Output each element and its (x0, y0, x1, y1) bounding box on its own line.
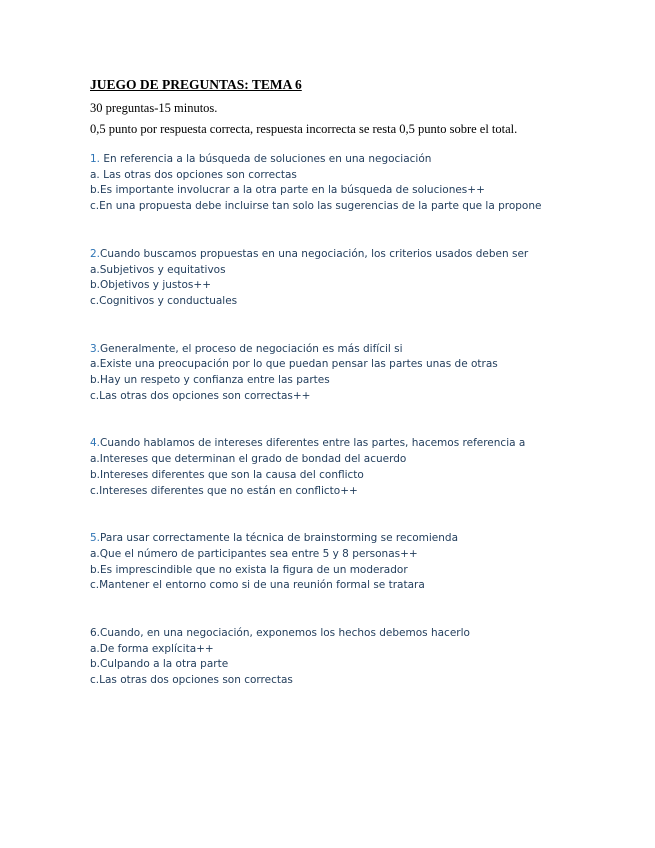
option-b: b.Culpando a la otra parte (90, 658, 229, 671)
question-stem: Cuando buscamos propuestas en una negociación, los criterios usados deben ser (100, 247, 529, 260)
option-b: b.Objetivos y justos++ (90, 279, 211, 292)
question-list (90, 152, 630, 689)
option-b: b.Es imprescindible que no exista la figura de un moderador (90, 563, 408, 576)
document-title: JUEGO DE PREGUNTAS: TEMA 6 (90, 77, 302, 92)
option-c: c.Cognitivos y conductuales (90, 294, 238, 307)
question-stem: Cuando, en una negociación, exponemos los hechos debemos hacerlo (100, 627, 470, 640)
option-c: c.Intereses diferentes que no están en conflicto++ (90, 484, 358, 497)
option-a: a.Intereses que determinan el grado de bondad del acuerdo (90, 453, 407, 466)
option-b: b.Es importante involucrar a la otra parte en la búsqueda de soluciones++ (90, 184, 485, 197)
option-b: b.Hay un respeto y confianza entre las partes (90, 374, 330, 387)
option-a: a.Que el número de participantes sea entre 5 y 8 personas++ (90, 547, 418, 560)
option-a: a. Las otras dos opciones son correctas (90, 168, 297, 181)
option-c: c.En una propuesta debe incluirse tan solo las sugerencias de la parte que la propone (90, 200, 542, 213)
option-a: a.Subjetivos y equitativos (90, 263, 226, 276)
question-5 (90, 531, 630, 594)
option-a: a.De forma explícita++ (90, 642, 214, 655)
question-number: 1. (90, 153, 101, 165)
question-stem: Generalmente, el proceso de negociación es más difícil si (100, 342, 403, 355)
document-rules: 0,5 punto por respuesta correcta, respuesta incorrecta se resta 0,5 punto sobre el total. (90, 122, 518, 136)
question-number: 5. (90, 532, 101, 545)
question-number: 6. (90, 627, 101, 640)
option-a: a.Existe una preocupación por lo que puedan pensar las partes unas de otras (90, 358, 498, 371)
option-c: c.Mantener el entorno como si de una reunión formal se tratara (90, 579, 425, 592)
question-4 (90, 436, 630, 499)
question-text (90, 247, 630, 263)
question-number: 2. (90, 247, 101, 260)
question-stem: En referencia a la búsqueda de soluciones en una negociación (100, 153, 432, 165)
option-c: c.Las otras dos opciones son correctas (90, 674, 293, 687)
option-c: c.Las otras dos opciones son correctas++ (90, 389, 311, 402)
question-text (90, 152, 630, 168)
question-1 (90, 152, 630, 215)
question-6 (90, 626, 630, 689)
question-text (90, 342, 630, 358)
question-number: 4. (90, 437, 101, 450)
question-number: 3. (90, 342, 101, 355)
question-stem: Para usar correctamente la técnica de brainstorming se recomienda (100, 532, 459, 545)
option-b: b.Intereses diferentes que son la causa del conflicto (90, 468, 364, 481)
question-text (90, 436, 630, 452)
question-text (90, 626, 630, 642)
document-page (90, 76, 630, 721)
question-2 (90, 247, 630, 310)
question-stem: Cuando hablamos de intereses diferentes entre las partes, hacemos referencia a (100, 437, 526, 450)
document-subtitle: 30 preguntas-15 minutos. (90, 101, 218, 115)
question-3 (90, 342, 630, 405)
question-text (90, 531, 630, 547)
